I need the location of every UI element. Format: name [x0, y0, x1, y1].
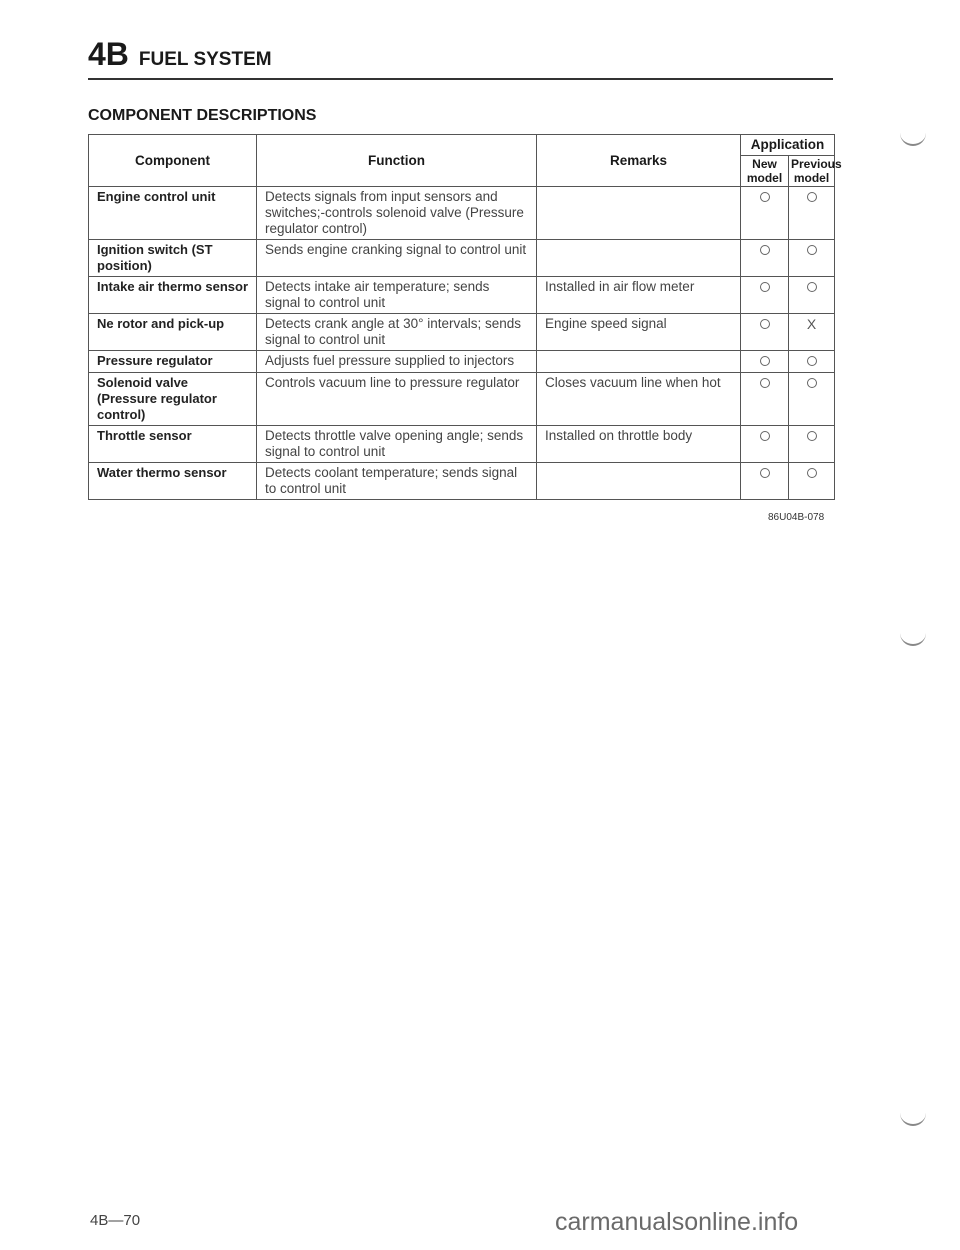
circle-mark-icon [760, 319, 770, 329]
circle-mark-icon [807, 282, 817, 292]
watermark: carmanualsonline.info [555, 1208, 799, 1236]
column-header-component: Component [89, 135, 257, 187]
column-header-function: Function [257, 135, 537, 187]
circle-mark-icon [760, 192, 770, 202]
x-mark: X [806, 316, 817, 332]
function-description: Controls vacuum line to pressure regulator [257, 373, 537, 426]
previous-model-mark [789, 463, 835, 500]
table-row [89, 373, 835, 426]
remarks: Engine speed signal [537, 314, 741, 351]
previous-model-mark [789, 240, 835, 277]
function-description: Detects crank angle at 30° intervals; sends signal to control unit [257, 314, 537, 351]
table-row [89, 463, 835, 500]
function-description: Adjusts fuel pressure supplied to injectors [257, 351, 537, 373]
table-row [89, 314, 835, 351]
component-name: Ne rotor and pick-up [89, 314, 257, 351]
circle-mark-icon [807, 378, 817, 388]
table-row [89, 351, 835, 373]
circle-mark-icon [760, 468, 770, 478]
previous-model-mark [789, 314, 835, 351]
figure-code: 86U04B-078 [768, 512, 825, 523]
new-model-mark [741, 426, 789, 463]
previous-model-mark [789, 351, 835, 373]
component-name: Engine control unit [89, 187, 257, 240]
previous-model-mark [789, 373, 835, 426]
new-model-mark [741, 187, 789, 240]
circle-mark-icon [807, 192, 817, 202]
column-header-previous-model: Previous model [789, 156, 835, 187]
component-name: Solenoid valve (Pressure regulator control) [89, 373, 257, 426]
circle-mark-icon [807, 356, 817, 366]
new-model-mark [741, 277, 789, 314]
remarks [537, 351, 741, 373]
previous-model-mark [789, 277, 835, 314]
column-header-remarks: Remarks [537, 135, 741, 187]
new-model-mark [741, 373, 789, 426]
function-description: Detects throttle valve opening angle; sends signal to control unit [257, 426, 537, 463]
remarks: Installed in air flow meter [537, 277, 741, 314]
circle-mark-icon [760, 282, 770, 292]
function-description: Detects intake air temperature; sends signal to control unit [257, 277, 537, 314]
table-row [89, 426, 835, 463]
new-model-mark [741, 314, 789, 351]
function-description: Detects coolant temperature; sends signal to control unit [257, 463, 537, 500]
new-model-mark [741, 351, 789, 373]
remarks: Installed on throttle body [537, 426, 741, 463]
component-name: Intake air thermo sensor [89, 277, 257, 314]
remarks: Closes vacuum line when hot [537, 373, 741, 426]
page-header [88, 36, 833, 73]
component-name: Throttle sensor [89, 426, 257, 463]
page-number: 4B—70 [90, 1212, 141, 1229]
binding-mark [900, 630, 926, 646]
circle-mark-icon [760, 356, 770, 366]
remarks [537, 187, 741, 240]
circle-mark-icon [807, 245, 817, 255]
function-description: Sends engine cranking signal to control unit [257, 240, 537, 277]
component-name: Ignition switch (ST position) [89, 240, 257, 277]
component-name: Water thermo sensor [89, 463, 257, 500]
section-number: 4B [88, 36, 129, 72]
column-header-new-model: New model [741, 156, 789, 187]
component-descriptions-heading: COMPONENT DESCRIPTIONS [88, 107, 317, 124]
section-title: FUEL SYSTEM [138, 49, 272, 70]
component-table [88, 134, 842, 500]
component-name: Pressure regulator [89, 351, 257, 373]
table-row [89, 277, 835, 314]
column-header-application: Application [741, 135, 835, 156]
function-description: Detects signals from input sensors and switches;-controls solenoid valve (Pressure regulator control) [257, 187, 537, 240]
binding-mark [900, 1110, 926, 1126]
new-model-mark [741, 463, 789, 500]
previous-model-mark [789, 426, 835, 463]
circle-mark-icon [760, 378, 770, 388]
circle-mark-icon [760, 245, 770, 255]
remarks [537, 463, 741, 500]
binding-mark [900, 130, 926, 146]
remarks [537, 240, 741, 277]
header-rule [88, 78, 833, 80]
circle-mark-icon [760, 431, 770, 441]
previous-model-mark [789, 187, 835, 240]
table-row [89, 240, 835, 277]
circle-mark-icon [807, 468, 817, 478]
circle-mark-icon [807, 431, 817, 441]
new-model-mark [741, 240, 789, 277]
table-row [89, 187, 835, 240]
